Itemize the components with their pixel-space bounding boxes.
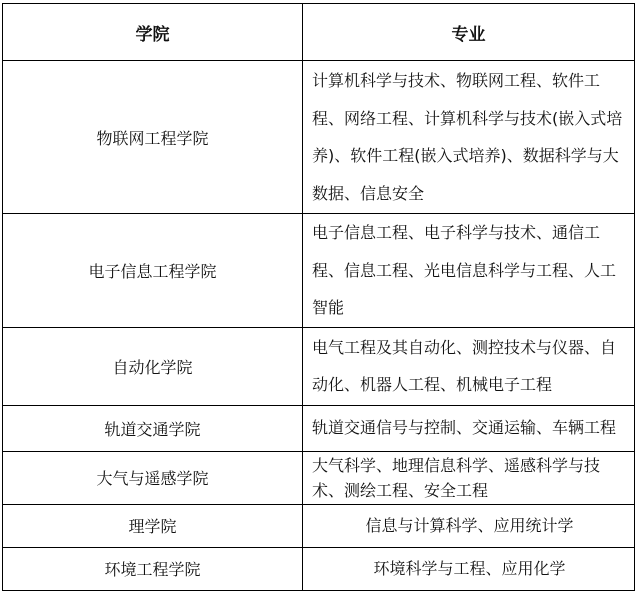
majors-cell: 计算机科学与技术、物联网工程、软件工程、网络工程、计算机科学与技术(嵌入式培养)、软件工程(嵌入式培养)、数据科学与大数据、信息安全	[303, 61, 635, 214]
college-cell: 自动化学院	[3, 327, 303, 405]
majors-cell: 电气工程及其自动化、测控技术与仪器、自动化、机器人工程、机械电子工程	[303, 327, 635, 405]
college-cell: 环境工程学院	[3, 547, 303, 590]
college-majors-table	[2, 3, 635, 591]
college-cell: 物联网工程学院	[3, 61, 303, 214]
header-majors: 专业	[303, 4, 635, 61]
table-row	[3, 405, 635, 451]
majors-cell: 大气科学、地理信息科学、遥感科学与技术、测绘工程、安全工程	[303, 451, 635, 504]
header-row	[3, 4, 635, 61]
table-row	[3, 214, 635, 328]
majors-cell: 电子信息工程、电子科学与技术、通信工程、信息工程、光电信息科学与工程、人工智能	[303, 214, 635, 328]
majors-cell: 环境科学与工程、应用化学	[303, 547, 635, 590]
college-cell: 理学院	[3, 504, 303, 547]
college-cell: 大气与遥感学院	[3, 451, 303, 504]
majors-cell: 轨道交通信号与控制、交通运输、车辆工程	[303, 405, 635, 451]
table-row	[3, 547, 635, 590]
table-row	[3, 504, 635, 547]
table-row	[3, 327, 635, 405]
header-college: 学院	[3, 4, 303, 61]
table-row	[3, 451, 635, 504]
table-row	[3, 61, 635, 214]
college-cell: 轨道交通学院	[3, 405, 303, 451]
majors-cell: 信息与计算科学、应用统计学	[303, 504, 635, 547]
college-cell: 电子信息工程学院	[3, 214, 303, 328]
